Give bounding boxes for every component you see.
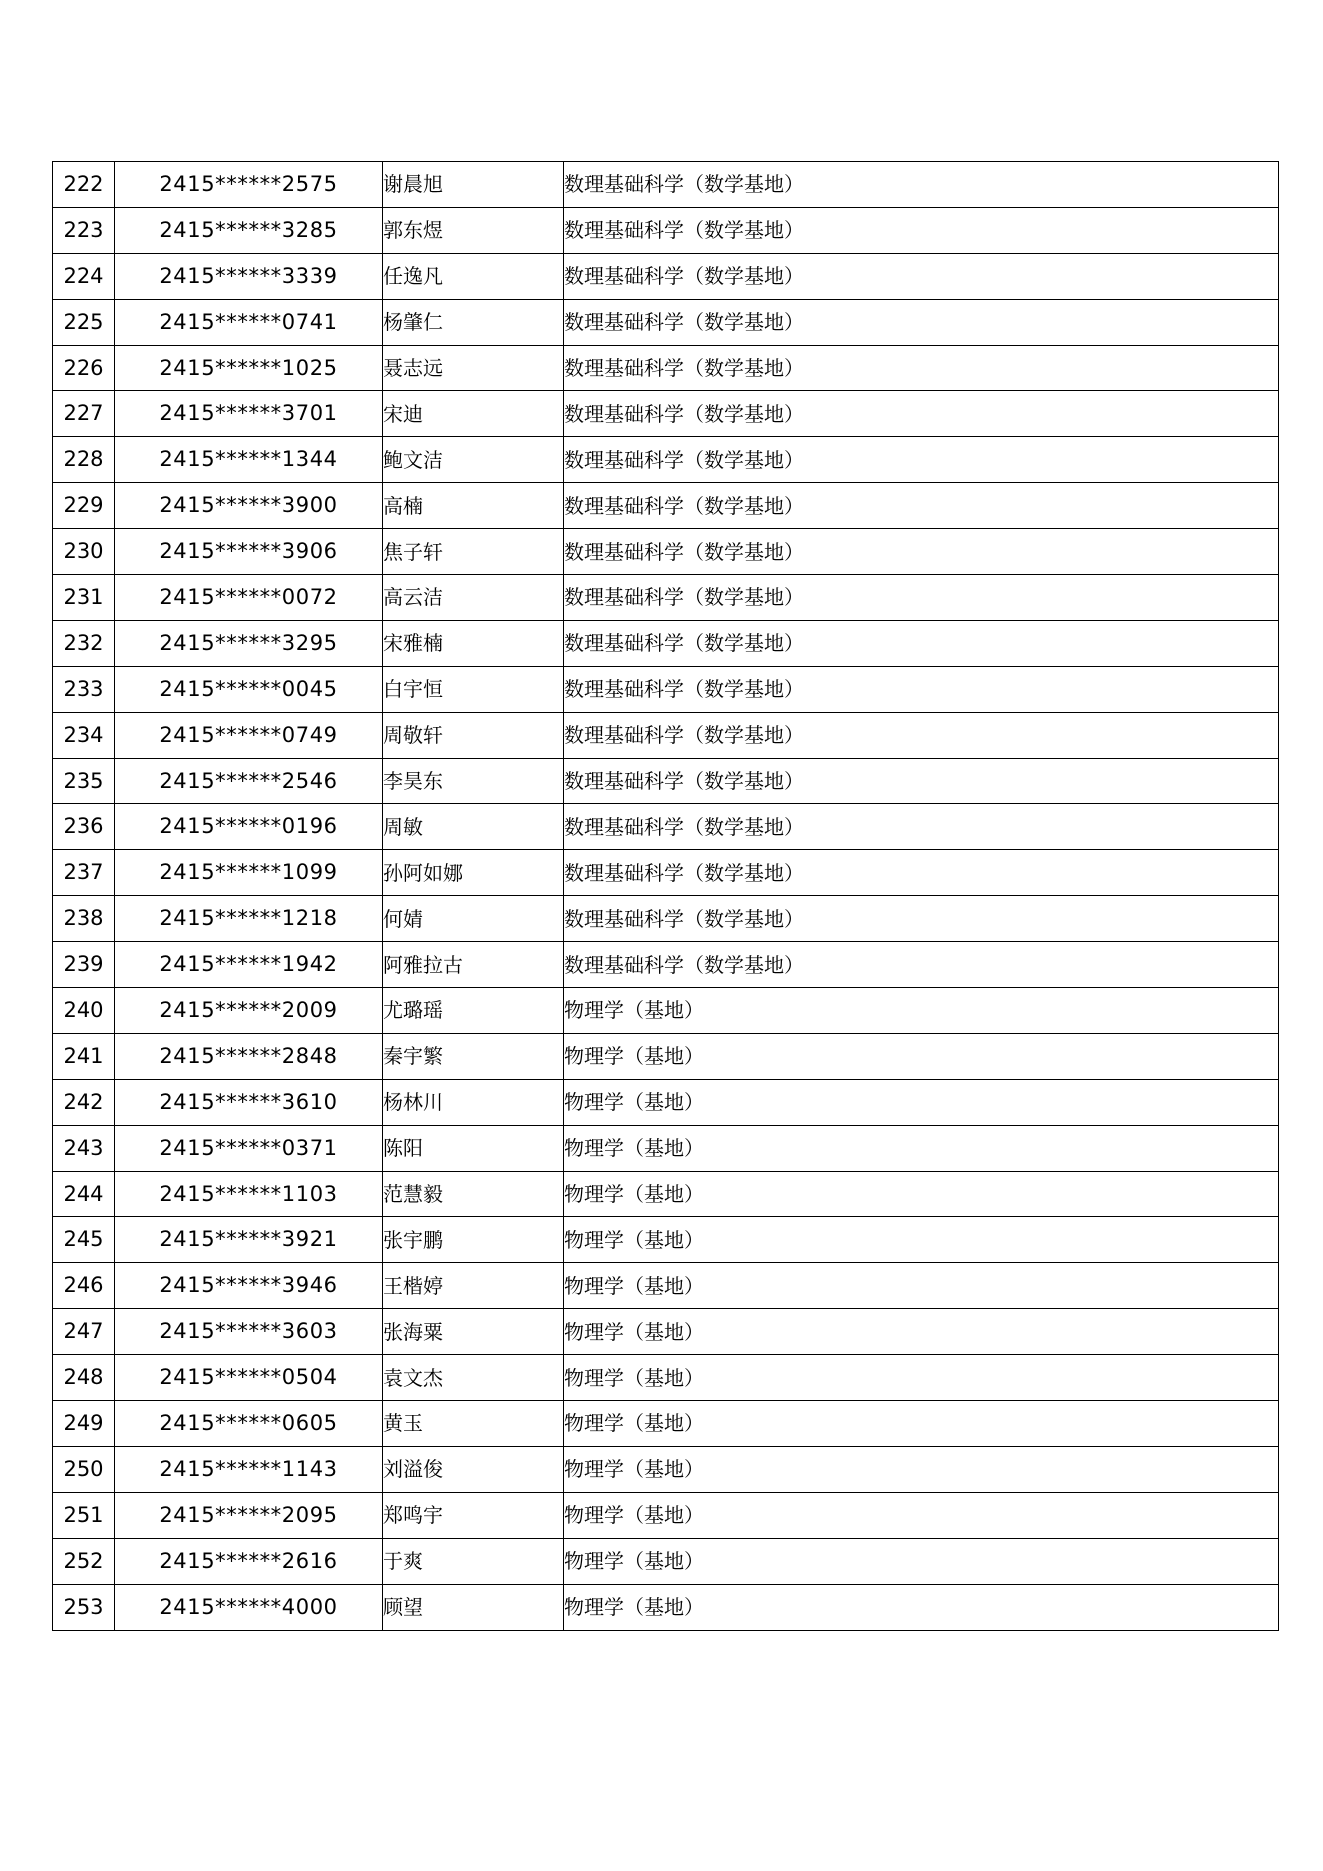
major-cell: 数理基础科学（数学基地） [564,253,1279,299]
student-id-cell: 2415******0072 [115,575,383,621]
student-name-cell: 黄玉 [383,1401,564,1447]
student-id-cell: 2415******1218 [115,896,383,942]
table-row [53,162,1279,208]
table-row [53,1171,1279,1217]
table-row [53,1309,1279,1355]
student-name-cell: 范慧毅 [383,1171,564,1217]
student-id-cell: 2415******0749 [115,712,383,758]
student-name-cell: 白宇恒 [383,666,564,712]
student-name-cell: 周敏 [383,804,564,850]
row-number-cell: 231 [53,575,115,621]
row-number-cell: 230 [53,529,115,575]
major-cell: 物理学（基地） [564,1217,1279,1263]
row-number-cell: 245 [53,1217,115,1263]
major-cell: 数理基础科学（数学基地） [564,804,1279,850]
student-name-cell: 周敬轩 [383,712,564,758]
student-name-cell: 焦子轩 [383,529,564,575]
major-cell: 数理基础科学（数学基地） [564,620,1279,666]
student-name-cell: 聂志远 [383,345,564,391]
student-id-cell: 2415******2848 [115,1033,383,1079]
student-id-cell: 2415******0741 [115,299,383,345]
row-number-cell: 240 [53,988,115,1034]
student-name-cell: 鲍文洁 [383,437,564,483]
student-id-cell: 2415******1025 [115,345,383,391]
row-number-cell: 232 [53,620,115,666]
major-cell: 数理基础科学（数学基地） [564,162,1279,208]
row-number-cell: 224 [53,253,115,299]
major-cell: 数理基础科学（数学基地） [564,483,1279,529]
row-number-cell: 246 [53,1263,115,1309]
table-row [53,299,1279,345]
student-id-cell: 2415******2546 [115,758,383,804]
major-cell: 数理基础科学（数学基地） [564,575,1279,621]
major-cell: 物理学（基地） [564,1538,1279,1584]
row-number-cell: 243 [53,1125,115,1171]
student-name-cell: 郭东煜 [383,207,564,253]
table-row [53,988,1279,1034]
student-name-cell: 袁文杰 [383,1355,564,1401]
student-name-cell: 尤璐瑶 [383,988,564,1034]
major-cell: 物理学（基地） [564,1079,1279,1125]
row-number-cell: 228 [53,437,115,483]
student-name-cell: 李昊东 [383,758,564,804]
table-row [53,391,1279,437]
row-number-cell: 225 [53,299,115,345]
major-cell: 物理学（基地） [564,1492,1279,1538]
major-cell: 数理基础科学（数学基地） [564,391,1279,437]
table-row [53,758,1279,804]
student-id-cell: 2415******0504 [115,1355,383,1401]
table-row [53,850,1279,896]
student-id-cell: 2415******1942 [115,942,383,988]
student-name-cell: 陈阳 [383,1125,564,1171]
table-row [53,1492,1279,1538]
major-cell: 数理基础科学（数学基地） [564,529,1279,575]
student-name-cell: 于爽 [383,1538,564,1584]
table-row [53,620,1279,666]
student-id-cell: 2415******1103 [115,1171,383,1217]
student-name-cell: 宋迪 [383,391,564,437]
table-row [53,1355,1279,1401]
student-name-cell: 阿雅拉古 [383,942,564,988]
table-row [53,1079,1279,1125]
row-number-cell: 233 [53,666,115,712]
major-cell: 数理基础科学（数学基地） [564,666,1279,712]
roster-table-body [53,162,1279,1631]
student-id-cell: 2415******4000 [115,1584,383,1630]
major-cell: 数理基础科学（数学基地） [564,299,1279,345]
student-id-cell: 2415******0196 [115,804,383,850]
table-row [53,575,1279,621]
major-cell: 数理基础科学（数学基地） [564,437,1279,483]
student-id-cell: 2415******3906 [115,529,383,575]
row-number-cell: 234 [53,712,115,758]
student-id-cell: 2415******3921 [115,1217,383,1263]
table-row [53,942,1279,988]
table-row [53,437,1279,483]
table-row [53,1125,1279,1171]
student-id-cell: 2415******2009 [115,988,383,1034]
table-row [53,1538,1279,1584]
student-id-cell: 2415******0045 [115,666,383,712]
major-cell: 物理学（基地） [564,1401,1279,1447]
table-row [53,1584,1279,1630]
student-id-cell: 2415******2575 [115,162,383,208]
student-name-cell: 杨林川 [383,1079,564,1125]
major-cell: 物理学（基地） [564,1309,1279,1355]
major-cell: 数理基础科学（数学基地） [564,758,1279,804]
student-name-cell: 高楠 [383,483,564,529]
table-row [53,896,1279,942]
major-cell: 数理基础科学（数学基地） [564,345,1279,391]
major-cell: 物理学（基地） [564,1355,1279,1401]
major-cell: 物理学（基地） [564,1171,1279,1217]
row-number-cell: 242 [53,1079,115,1125]
row-number-cell: 223 [53,207,115,253]
major-cell: 物理学（基地） [564,988,1279,1034]
row-number-cell: 237 [53,850,115,896]
row-number-cell: 227 [53,391,115,437]
table-row [53,712,1279,758]
major-cell: 数理基础科学（数学基地） [564,850,1279,896]
student-id-cell: 2415******0605 [115,1401,383,1447]
student-name-cell: 杨肇仁 [383,299,564,345]
student-id-cell: 2415******3295 [115,620,383,666]
student-name-cell: 张宇鹏 [383,1217,564,1263]
table-row [53,253,1279,299]
major-cell: 物理学（基地） [564,1125,1279,1171]
student-id-cell: 2415******2616 [115,1538,383,1584]
student-id-cell: 2415******3946 [115,1263,383,1309]
student-id-cell: 2415******3900 [115,483,383,529]
row-number-cell: 252 [53,1538,115,1584]
major-cell: 数理基础科学（数学基地） [564,942,1279,988]
row-number-cell: 236 [53,804,115,850]
table-row [53,1033,1279,1079]
student-name-cell: 张海粟 [383,1309,564,1355]
student-id-cell: 2415******0371 [115,1125,383,1171]
table-row [53,483,1279,529]
row-number-cell: 229 [53,483,115,529]
table-row [53,1263,1279,1309]
row-number-cell: 239 [53,942,115,988]
student-id-cell: 2415******2095 [115,1492,383,1538]
student-name-cell: 孙阿如娜 [383,850,564,896]
row-number-cell: 238 [53,896,115,942]
major-cell: 物理学（基地） [564,1584,1279,1630]
student-name-cell: 何婧 [383,896,564,942]
table-row [53,345,1279,391]
row-number-cell: 244 [53,1171,115,1217]
student-id-cell: 2415******1099 [115,850,383,896]
table-row [53,207,1279,253]
row-number-cell: 247 [53,1309,115,1355]
table-row [53,804,1279,850]
student-id-cell: 2415******1344 [115,437,383,483]
row-number-cell: 249 [53,1401,115,1447]
student-id-cell: 2415******3603 [115,1309,383,1355]
major-cell: 数理基础科学（数学基地） [564,207,1279,253]
row-number-cell: 241 [53,1033,115,1079]
student-id-cell: 2415******1143 [115,1446,383,1492]
row-number-cell: 253 [53,1584,115,1630]
student-id-cell: 2415******3285 [115,207,383,253]
table-row [53,1401,1279,1447]
table-row [53,529,1279,575]
student-name-cell: 秦宇繁 [383,1033,564,1079]
table-row [53,666,1279,712]
student-name-cell: 郑鸣宇 [383,1492,564,1538]
major-cell: 数理基础科学（数学基地） [564,896,1279,942]
row-number-cell: 250 [53,1446,115,1492]
student-id-cell: 2415******3610 [115,1079,383,1125]
student-name-cell: 王楷婷 [383,1263,564,1309]
row-number-cell: 248 [53,1355,115,1401]
table-row [53,1446,1279,1492]
major-cell: 物理学（基地） [564,1446,1279,1492]
student-roster-table [52,161,1279,1631]
row-number-cell: 235 [53,758,115,804]
row-number-cell: 226 [53,345,115,391]
student-name-cell: 高云洁 [383,575,564,621]
row-number-cell: 251 [53,1492,115,1538]
student-name-cell: 刘溢俊 [383,1446,564,1492]
major-cell: 物理学（基地） [564,1263,1279,1309]
student-name-cell: 顾望 [383,1584,564,1630]
table-row [53,1217,1279,1263]
major-cell: 数理基础科学（数学基地） [564,712,1279,758]
student-name-cell: 宋雅楠 [383,620,564,666]
student-id-cell: 2415******3701 [115,391,383,437]
row-number-cell: 222 [53,162,115,208]
student-name-cell: 谢晨旭 [383,162,564,208]
major-cell: 物理学（基地） [564,1033,1279,1079]
student-name-cell: 任逸凡 [383,253,564,299]
student-id-cell: 2415******3339 [115,253,383,299]
